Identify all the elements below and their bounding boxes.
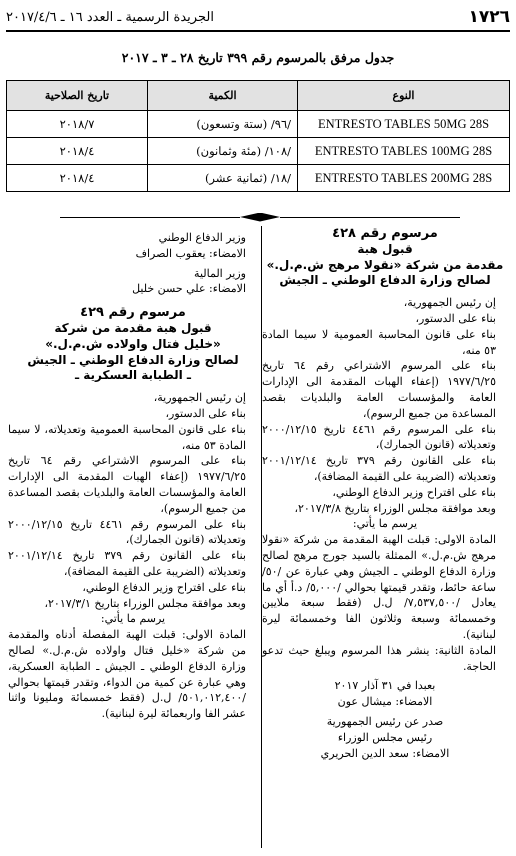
preamble-line: بناء على قانون المحاسبة العمومية وتعديلاته، لا سيما المادة ٥٣ منه،: [8, 422, 246, 452]
table-header-row: [7, 81, 510, 111]
preamble-line: بناء على القانون رقم ٣٧٩ تاريخ ٢٠٠١/١٢/١٤ وتعديلاته (الضريبة على القيمة المضافة)،: [262, 454, 496, 483]
decree-428: [262, 226, 508, 761]
cell-expiry: ٢٠١٨/٤: [7, 138, 148, 165]
section-divider: [60, 212, 460, 222]
preamble-line: بناء على المرسوم رقم ٤٤٦١ تاريخ ٢٠٠٠/١٢/١٥ وتعديلاته (قانون الجمارك)،: [262, 422, 496, 452]
cell-expiry: ٢٠١٨/٧: [7, 111, 148, 138]
preamble-line: إن رئيس الجمهورية،: [403, 296, 496, 310]
article-1: المادة الاولى: قبلت الهبة المقدمة من شركة «نقولا مرهج ش.م.ل.» الممثلة بالسيد جورج مرهج لصالح وزارة الدفاع الوطني ـ الجيش وهي عبارة عن /٥٠/ ساعة حائط، وتقدر قيمتها بحوالي /٥,٠٠٠/ د.أ أي ما يعادل /٧,٥٣٧,٥٠٠/ ل.ل (فقط سبعة ملايين وخمسمائة وسبعة وثلاثون الفا وخمسمائة ليرة لبنانية).: [262, 533, 496, 641]
preamble-line: بناء على المرسوم الاشتراعي رقم ٦٤ تاريخ ١٩٧٧/٦/٢٥ (إعفاء الهبات المقدمة الى الإدارات العامة والمؤسسات العامة والبلديات بقصد المساعدة من جميع الرسوم)،: [262, 359, 496, 420]
cell-name: ENTRESTO TABLES 50MG 28S: [298, 111, 510, 138]
cell-expiry: ٢٠١٨/٤: [7, 165, 148, 192]
preamble-line: بناء على المرسوم الاشتراعي رقم ٦٤ تاريخ ١٩٧٧/٦/٢٥ (إعفاء الهبات المقدمة الى الإدارات العامة والمؤسسات العامة والبلديات بقصد المساعدة من جميع الرسوم)،: [8, 454, 247, 515]
table-row: [7, 138, 510, 165]
finance-minister-signature: الامضاء: علي حسن خليل: [132, 282, 246, 296]
decree-subtitle: قبول هبة: [357, 241, 413, 256]
gazette-issue-line: الجريدة الرسمية ـ العدد ١٦ ـ ٢٠١٧/٤/٦: [6, 9, 214, 25]
decree-title: مرسوم رقم ٤٢٩: [80, 305, 186, 321]
preamble-line: بناء على الدستور،: [165, 406, 246, 420]
page-header: [6, 4, 510, 32]
divider-line: [60, 217, 240, 218]
decrees-line: يرسم ما يأتي:: [352, 517, 418, 531]
preamble-line: وبعد موافقة مجلس الوزراء بتاريخ ٢٠١٧/٣/١،: [44, 596, 246, 610]
preamble-line: بناء على قانون المحاسبة العمومية لا سيما المادة ٥٣ منه،: [262, 327, 496, 357]
page-number: ١٧٢٦: [468, 7, 510, 27]
table-row: [7, 111, 510, 138]
header-type: النوع: [298, 81, 510, 111]
decree-heading: لصالح وزارة الدفاع الوطني ـ الجيش: [279, 273, 491, 288]
decrees-line: يرسم ما يأتي:: [100, 612, 166, 626]
decree-heading: «خليل فتال واولاده ش.م.ل.»: [45, 336, 221, 351]
decree-heading: مقدمة من شركة «نقولا مرهج ش.م.ل.»: [266, 257, 504, 272]
table-title: جدول مرفق بالمرسوم رقم ٣٩٩ تاريخ ٢٨ ـ ٣ ـ ٢٠١٧: [121, 50, 395, 65]
article-2: المادة الثانية: ينشر هذا المرسوم ويبلغ حيث تدعو الحاجة.: [262, 643, 496, 673]
preamble-line: بناء على اقتراح وزير الدفاع الوطني،: [82, 580, 246, 594]
president-signature: الامضاء: ميشال عون: [337, 695, 433, 709]
medicine-table: [6, 80, 510, 192]
cell-quantity: /١٠٨/ (مئة وثمانون): [148, 138, 298, 165]
defense-minister-signature: الامضاء: يعقوب الصراف: [135, 246, 246, 260]
preamble-line: إن رئيس الجمهورية،: [153, 391, 246, 405]
preamble-line: بناء على الدستور،: [415, 311, 496, 325]
divider-diamond-ornament: [240, 213, 280, 222]
decree-heading: لصالح وزارة الدفاع الوطني ـ الجيش: [27, 352, 239, 367]
table-row: [7, 165, 510, 192]
divider-line: [280, 217, 460, 218]
pm-title: رئيس مجلس الوزراء: [337, 730, 433, 744]
defense-minister-title: وزير الدفاع الوطني: [158, 231, 246, 244]
header-quantity: الكمية: [148, 81, 298, 111]
header-expiry: تاريخ الصلاحية: [7, 81, 148, 111]
pm-signature: الامضاء: سعد الدين الحريري: [320, 746, 450, 760]
finance-minister-title: وزير المالية: [194, 266, 246, 280]
issued-by: صدر عن رئيس الجمهورية: [326, 714, 444, 728]
cell-name: ENTRESTO TABLES 200MG 28S: [298, 165, 510, 192]
cell-name: ENTRESTO TABLES 100MG 28S: [298, 138, 510, 165]
cell-quantity: /٩٦/ (ستة وتسعون): [148, 111, 298, 138]
left-column: [8, 230, 258, 722]
article-1: المادة الاولى: قبلت الهبة المفصلة أدناه والمقدمة من شركة «خليل فتال واولاده ش.م.ل.» لصالح وزارة الدفاع الوطني ـ الجيش ـ الطبابة العسكرية، وهي عبارة عن كمية من الدواء، وتقدر قيمتها بحوالي /٥٠١,٠١٢,٤٠٠/ ل.ل (فقط خمسمائة ومليونا واثنا عشر الفا واربعمائة ليرة لبنانية).: [8, 628, 246, 721]
decree-title: مرسوم رقم ٤٢٨: [332, 226, 438, 241]
preamble-line: بناء على المرسوم رقم ٤٤٦١ تاريخ ٢٠٠٠/١٢/١٥ وتعديلاته (قانون الجمارك)،: [8, 517, 247, 547]
decree-date: بعبدا في ٣١ آذار ٢٠١٧: [334, 679, 436, 693]
cell-quantity: /١٨/ (ثمانية عشر): [148, 165, 298, 192]
preamble-line: وبعد موافقة مجلس الوزراء بتاريخ ٢٠١٧/٣/٨،: [294, 501, 496, 515]
decree-heading: قبول هبة مقدمة من شركة: [54, 320, 212, 335]
decree-heading: ـ الطبابة العسكرية ـ: [74, 368, 192, 383]
preamble-line: بناء على القانون رقم ٣٧٩ تاريخ ٢٠٠١/١٢/١٤ وتعديلاته (الضريبة على القيمة المضافة)،: [8, 549, 246, 578]
preamble-line: بناء على اقتراح وزير الدفاع الوطني،: [332, 485, 496, 499]
